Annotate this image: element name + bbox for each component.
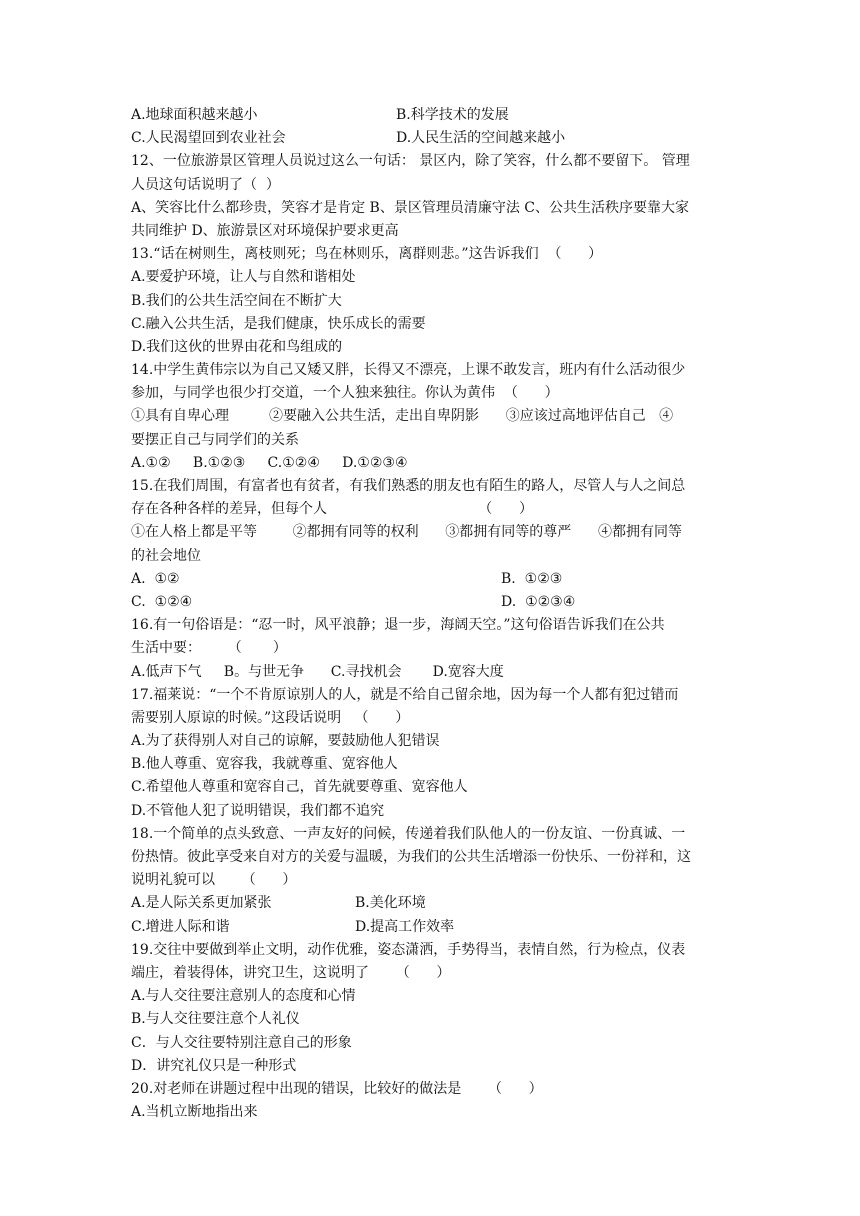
option-right: D.提高工作效率 bbox=[355, 918, 455, 935]
text-line: 生活中要： （ ） bbox=[131, 640, 287, 657]
option-right: B.科学技术的发展 bbox=[396, 107, 509, 123]
text-line: 14.中学生黄伟宗以为自己又矮又胖，长得又不漂亮，上课不敢发言，班内有什么活动很少 bbox=[131, 362, 686, 379]
text-line: 需要别人原谅的时候。”这段话说明 （ ） bbox=[131, 709, 410, 726]
text-line: 18.一个简单的点头致意、一声友好的问候，传递着我们队他人的一份友谊、一份真诚、一 bbox=[131, 825, 686, 842]
option-row bbox=[131, 127, 731, 150]
option-left: A.是人际关系更加紧张 bbox=[131, 895, 272, 912]
text-line: 12、一位旅游景区管理人员说过这么一句话： 景区内，除了笑容，什么都不要留下。 管理 bbox=[131, 153, 690, 170]
option-row bbox=[131, 104, 731, 127]
option-row bbox=[131, 568, 731, 591]
text-line: C．与人交往要特别注意自己的形象 bbox=[131, 1034, 352, 1051]
text-line: 20.对老师在讲题过程中出现的错误，比较好的做法是 （ ） bbox=[131, 1080, 543, 1097]
text-line: D.不管他人犯了说明错误，我们都不追究 bbox=[131, 802, 385, 819]
text-line: 16.有一句俗语是：“忍一时，风平浪静；退一步，海阔天空。”这句俗语告诉我们在公共 bbox=[131, 617, 665, 634]
text-line: C.希望他人尊重和宽容自己，首先就要尊重、宽容他人 bbox=[131, 779, 468, 796]
text-line: 说明礼貌可以 （ ） bbox=[131, 872, 297, 889]
option-right: D.人民生活的空间越来越小 bbox=[396, 130, 566, 147]
text-line: 的社会地位 bbox=[131, 547, 201, 564]
option-left: C.增进人际和谐 bbox=[131, 918, 230, 935]
text-line: A.为了获得别人对自己的谅解，要鼓励他人犯错误 bbox=[131, 733, 440, 750]
option-right: B. ①②③ bbox=[501, 570, 563, 587]
text-line: A.当机立断地指出来 bbox=[131, 1104, 258, 1121]
text-line: 17.福莱说：“一个不肯原谅别人的人，就是不给自己留余地，因为每一个人都有犯过错而 bbox=[131, 686, 679, 703]
text-line: 共同维护 D、旅游景区对环境保护要求更高 bbox=[131, 222, 399, 239]
text-line: A.与人交往要注意别人的态度和心情 bbox=[131, 988, 356, 1005]
text-line: 19.交往中要做到举止文明，动作优雅，姿态潇洒，手势得当，表情自然，行为检点，仪表 bbox=[131, 941, 686, 958]
text-line: 端庄，着装得体，讲究卫生，这说明了 （ ） bbox=[131, 964, 451, 981]
text-line: A.低声下气 B。与世无争 C.寻找机会 D.宽容大度 bbox=[131, 663, 504, 680]
text-line: A、笑容比什么都珍贵，笑容才是肯定 B、景区管理员清廉守法 C、公共生活秩序要靠大家 bbox=[131, 199, 690, 216]
option-row bbox=[131, 892, 731, 915]
text-line: ①在人格上都是平等 ②都拥有同等的权利 ③都拥有同等的尊严 ④都拥有同等 bbox=[131, 524, 683, 541]
text-line: B.他人尊重、宽容我，我就尊重、宽容他人 bbox=[131, 756, 398, 773]
text-line: 15.在我们周围，有富者也有贫者，有我们熟悉的朋友也有陌生的路人，尽管人与人之间总 bbox=[131, 478, 686, 494]
text-line: D．讲究礼仪只是一种形式 bbox=[131, 1057, 297, 1074]
option-left: C. ①②④ bbox=[131, 593, 193, 610]
text-line: D.我们这伙的世界由花和鸟组成的 bbox=[131, 338, 343, 355]
text-line: A.要爱护环境，让人与自然和谐相处 bbox=[131, 269, 356, 286]
text-line: ①具有自卑心理 ②要融入公共生活，走出自卑阴影 ③应该过高地评估自己 ④ bbox=[131, 408, 674, 425]
option-left: A.地球面积越来越小 bbox=[131, 107, 258, 123]
text-line: 份热情。彼此享受来自对方的关爱与温暖，为我们的公共生活增添一份快乐、一份祥和，这 bbox=[131, 849, 691, 865]
text-line: C.融入公共生活，是我们健康，快乐成长的需要 bbox=[131, 315, 426, 332]
text-line: 参加，与同学也很少打交道，一个人独来独往。你认为黄伟 （ ） bbox=[131, 385, 559, 402]
text-line: 要摆正自己与同学们的关系 bbox=[131, 431, 299, 448]
option-row bbox=[131, 916, 731, 939]
text-line: B.我们的公共生活空间在不断扩大 bbox=[131, 292, 342, 309]
option-left: A. ①② bbox=[131, 570, 180, 587]
option-row bbox=[131, 591, 731, 614]
text-line: 存在各种各样的差异，但每个人 （ ） bbox=[131, 501, 534, 518]
text-line: 13.“话在树则生，离枝则死；鸟在林则乐，离群则悲。”这告诉我们 （ ） bbox=[131, 246, 603, 263]
option-right: B.美化环境 bbox=[355, 895, 426, 912]
text-line: A.①② B.①②③ C.①②④ D.①②③④ bbox=[131, 454, 408, 471]
text-line: B.与人交往要注意个人礼仪 bbox=[131, 1011, 300, 1028]
option-left: C.人民渴望回到农业社会 bbox=[131, 130, 286, 147]
question-text-block bbox=[131, 104, 731, 1124]
text-line: 人员这句话说明了（ ） bbox=[131, 176, 280, 193]
option-right: D. ①②③④ bbox=[501, 593, 576, 610]
